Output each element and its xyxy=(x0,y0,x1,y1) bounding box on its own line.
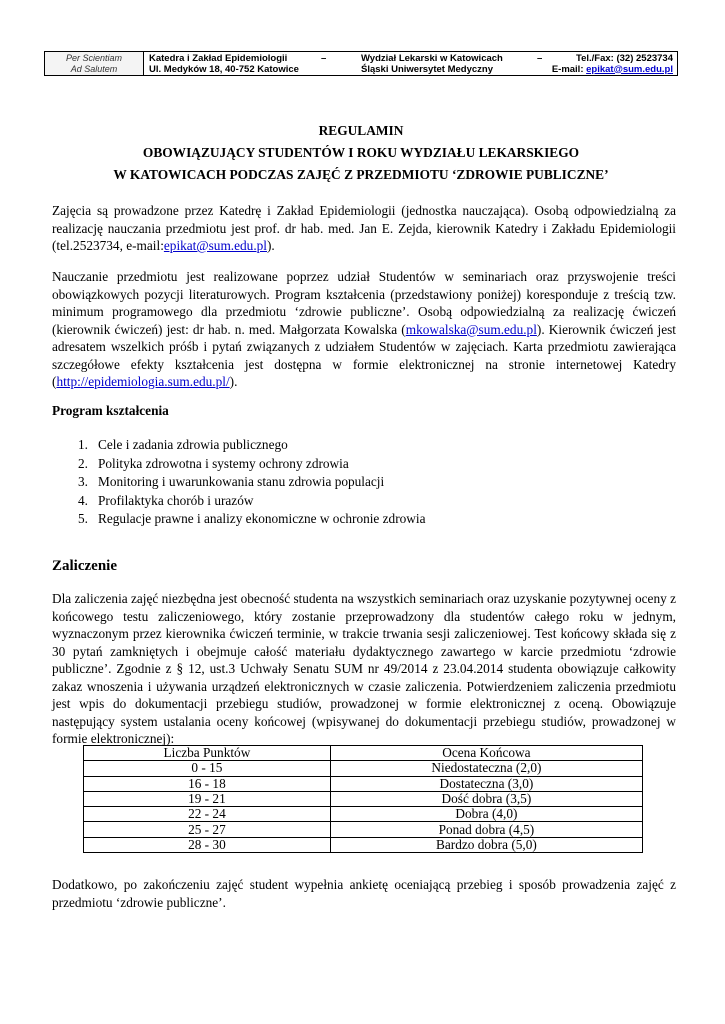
table-row xyxy=(84,761,643,776)
separator-dash: – xyxy=(537,52,543,64)
table-row xyxy=(84,837,643,852)
list-item xyxy=(78,455,425,474)
grade-cell: Ponad dobra (4,5) xyxy=(330,822,642,837)
teaching-text-2: ). Kierownik ćwiczeń jest adresatem wszelkich próśb i pytań związanych z udziałem Studentów w zajęciach. Karta przedmiotu zawierająca szczegółowe efekty kształcenia jest dostępna w formie elektronicznej na stronie internetowej Katedry ( xyxy=(52,321,676,389)
list-item xyxy=(78,436,425,455)
teaching-text-3: ). xyxy=(229,374,238,389)
list-item xyxy=(78,473,425,492)
list-item-number: 3. xyxy=(78,474,88,489)
table-row xyxy=(84,807,643,822)
grade-cell: Dość dobra (3,5) xyxy=(330,791,642,806)
list-item xyxy=(78,510,425,529)
motto-line-1: Per Scientiam xyxy=(65,52,123,63)
points-cell: 25 - 27 xyxy=(84,822,331,837)
closing-paragraph: Dodatkowo, po zakończeniu zajęć student wypełnia ankietę oceniającą przebieg i sposób prowadzenia zajęć z przedmiotu ‘zdrowie publiczne’. xyxy=(52,877,676,910)
letterhead-row-1 xyxy=(149,53,673,64)
university-name: Śląski Uniwersytet Medyczny xyxy=(361,63,493,75)
table-header-row xyxy=(84,746,643,761)
phone-fax: Tel./Fax: (32) 2523734 xyxy=(576,52,673,64)
document-title xyxy=(44,120,678,186)
intro-paragraph xyxy=(52,202,676,255)
intro-text: Zajęcia są prowadzone przez Katedrę i Zakład Epidemiologii (jednostka nauczająca). Osobą odpowiedzialną za realizację nauczania przedmiotu jest prof. dr hab. med. Jan E. Zejda, kierownik Katedry i Zakładu Epidemiologii (tel.2523734, e-mail: xyxy=(52,203,676,253)
spacer xyxy=(321,64,361,75)
list-item-label: Regulacje prawne i analizy ekonomiczne w ochronie zdrowia xyxy=(98,511,426,526)
points-cell: 0 - 15 xyxy=(84,761,331,776)
title-line-3: W KATOWICACH PODCZAS ZAJĘĆ Z PRZEDMIOTU ‘ZDROWIE PUBLICZNE’ xyxy=(113,167,609,182)
zaliczenie-heading: Zaliczenie xyxy=(52,558,117,574)
table-row xyxy=(84,791,643,806)
grade-cell: Dostateczna (3,0) xyxy=(330,776,642,791)
grade-cell: Dobra (4,0) xyxy=(330,807,642,822)
points-cell: 22 - 24 xyxy=(84,807,331,822)
list-item-label: Polityka zdrowotna i systemy ochrony zdrowia xyxy=(98,455,349,471)
grading-table xyxy=(83,745,643,853)
list-item-number: 4. xyxy=(78,492,88,508)
header-points: Liczba Punktów xyxy=(84,746,331,761)
title-line-2: OBOWIĄZUJĄCY STUDENTÓW I ROKU WYDZIAŁU LEKARSKIEGO xyxy=(142,145,580,160)
table-row xyxy=(84,822,643,837)
zaliczenie-paragraph: Dla zaliczenia zajęć niezbędna jest obecność studenta na wszystkich seminariach oraz uzyskanie pozytywnej oceny z końcowego testu zaliczeniowego, który zostanie przeprowadzony dla studentów całego roku w jednym, wyznaczonym przez kierownika ćwiczeń terminie, w trakcie trwania sesji zaliczeniowej. Test końcowy składa się z 30 pytań zamkniętych i obejmuje całość materiału dydaktycznego zawartego w karcie przedmiotu ‘zdrowie publiczne’. Zgodnie z § 12, ust.3 Uchwały Senatu SUM nr 49/2014 z 23.04.2014 studenta obowiązuje całkowity zakaz wnoszenia i używania urządzeń elektronicznych w czasie zaliczenia. Potwierdzeniem zaliczenia przedmiotu jest wpis do dokumentacji przebiegu studiów, prowadzonej w formie elektronicznej z oceną. Obowiązuje następujący system ustalania oceny końcowej (wpisywanej do dokumentacji przebiegu studiów, prowadzonej w formie elektronicznej): xyxy=(52,591,676,746)
letterhead-row-2 xyxy=(149,64,673,75)
list-item-label: Cele i zadania zdrowia publicznego xyxy=(98,437,288,452)
grade-cell: Bardzo dobra (5,0) xyxy=(330,837,642,852)
coordinator-email-link[interactable]: mkowalska@sum.edu.pl xyxy=(405,321,537,337)
table-row xyxy=(84,776,643,791)
motto-line-2: Ad Salutem xyxy=(70,63,118,74)
list-item xyxy=(78,492,425,511)
letterhead-info xyxy=(144,52,677,75)
program-heading: Program kształcenia xyxy=(52,403,169,418)
title-line-1: REGULAMIN xyxy=(318,123,404,138)
faculty-name: Wydział Lekarski w Katowicach xyxy=(361,52,503,64)
intro-end: ). xyxy=(266,238,275,253)
teaching-paragraph xyxy=(52,268,676,391)
letterhead xyxy=(44,51,678,76)
list-item-label: Monitoring i uwarunkowania stanu zdrowia populacji xyxy=(98,474,385,489)
program-list xyxy=(78,436,425,529)
grade-cell: Niedostateczna (2,0) xyxy=(330,761,642,776)
address: Ul. Medyków 18, 40-752 Katowice xyxy=(149,63,299,75)
list-item-number: 5. xyxy=(78,511,88,526)
points-cell: 19 - 21 xyxy=(84,791,331,806)
list-item-number: 2. xyxy=(78,455,88,471)
list-item-number: 1. xyxy=(78,437,88,452)
intro-email-link[interactable]: epikat@sum.edu.pl xyxy=(163,238,267,253)
letterhead-email-link[interactable]: epikat@sum.edu.pl xyxy=(586,63,673,75)
department-website-link[interactable]: http://epidemiologia.sum.edu.pl/ xyxy=(56,374,230,389)
separator-dash: – xyxy=(321,52,327,64)
teaching-text-1: Nauczanie przedmiotu jest realizowane poprzez udział Studentów w seminariach oraz przyswojenie treści obowiązkowych pozycji literaturowych. Program kształcenia (przedstawiony poniżej) koresponduje z treścią tzw. minimum programowego dla przedmiotu ‘zdrowie publiczne’. Osobą odpowiedzialną za realizację ćwiczeń (kierownik ćwiczeń) jest: dr hab. n. med. Małgorzata Kowalska ( xyxy=(52,269,676,337)
points-cell: 16 - 18 xyxy=(84,776,331,791)
list-item-label: Profilaktyka chorób i urazów xyxy=(98,492,254,508)
letterhead-motto xyxy=(45,52,144,75)
header-grade: Ocena Końcowa xyxy=(330,746,642,761)
email-block xyxy=(537,64,673,75)
email-label: E-mail: xyxy=(551,63,587,75)
department-name: Katedra i Zakład Epidemiologii xyxy=(149,52,288,64)
points-cell: 28 - 30 xyxy=(84,837,331,852)
